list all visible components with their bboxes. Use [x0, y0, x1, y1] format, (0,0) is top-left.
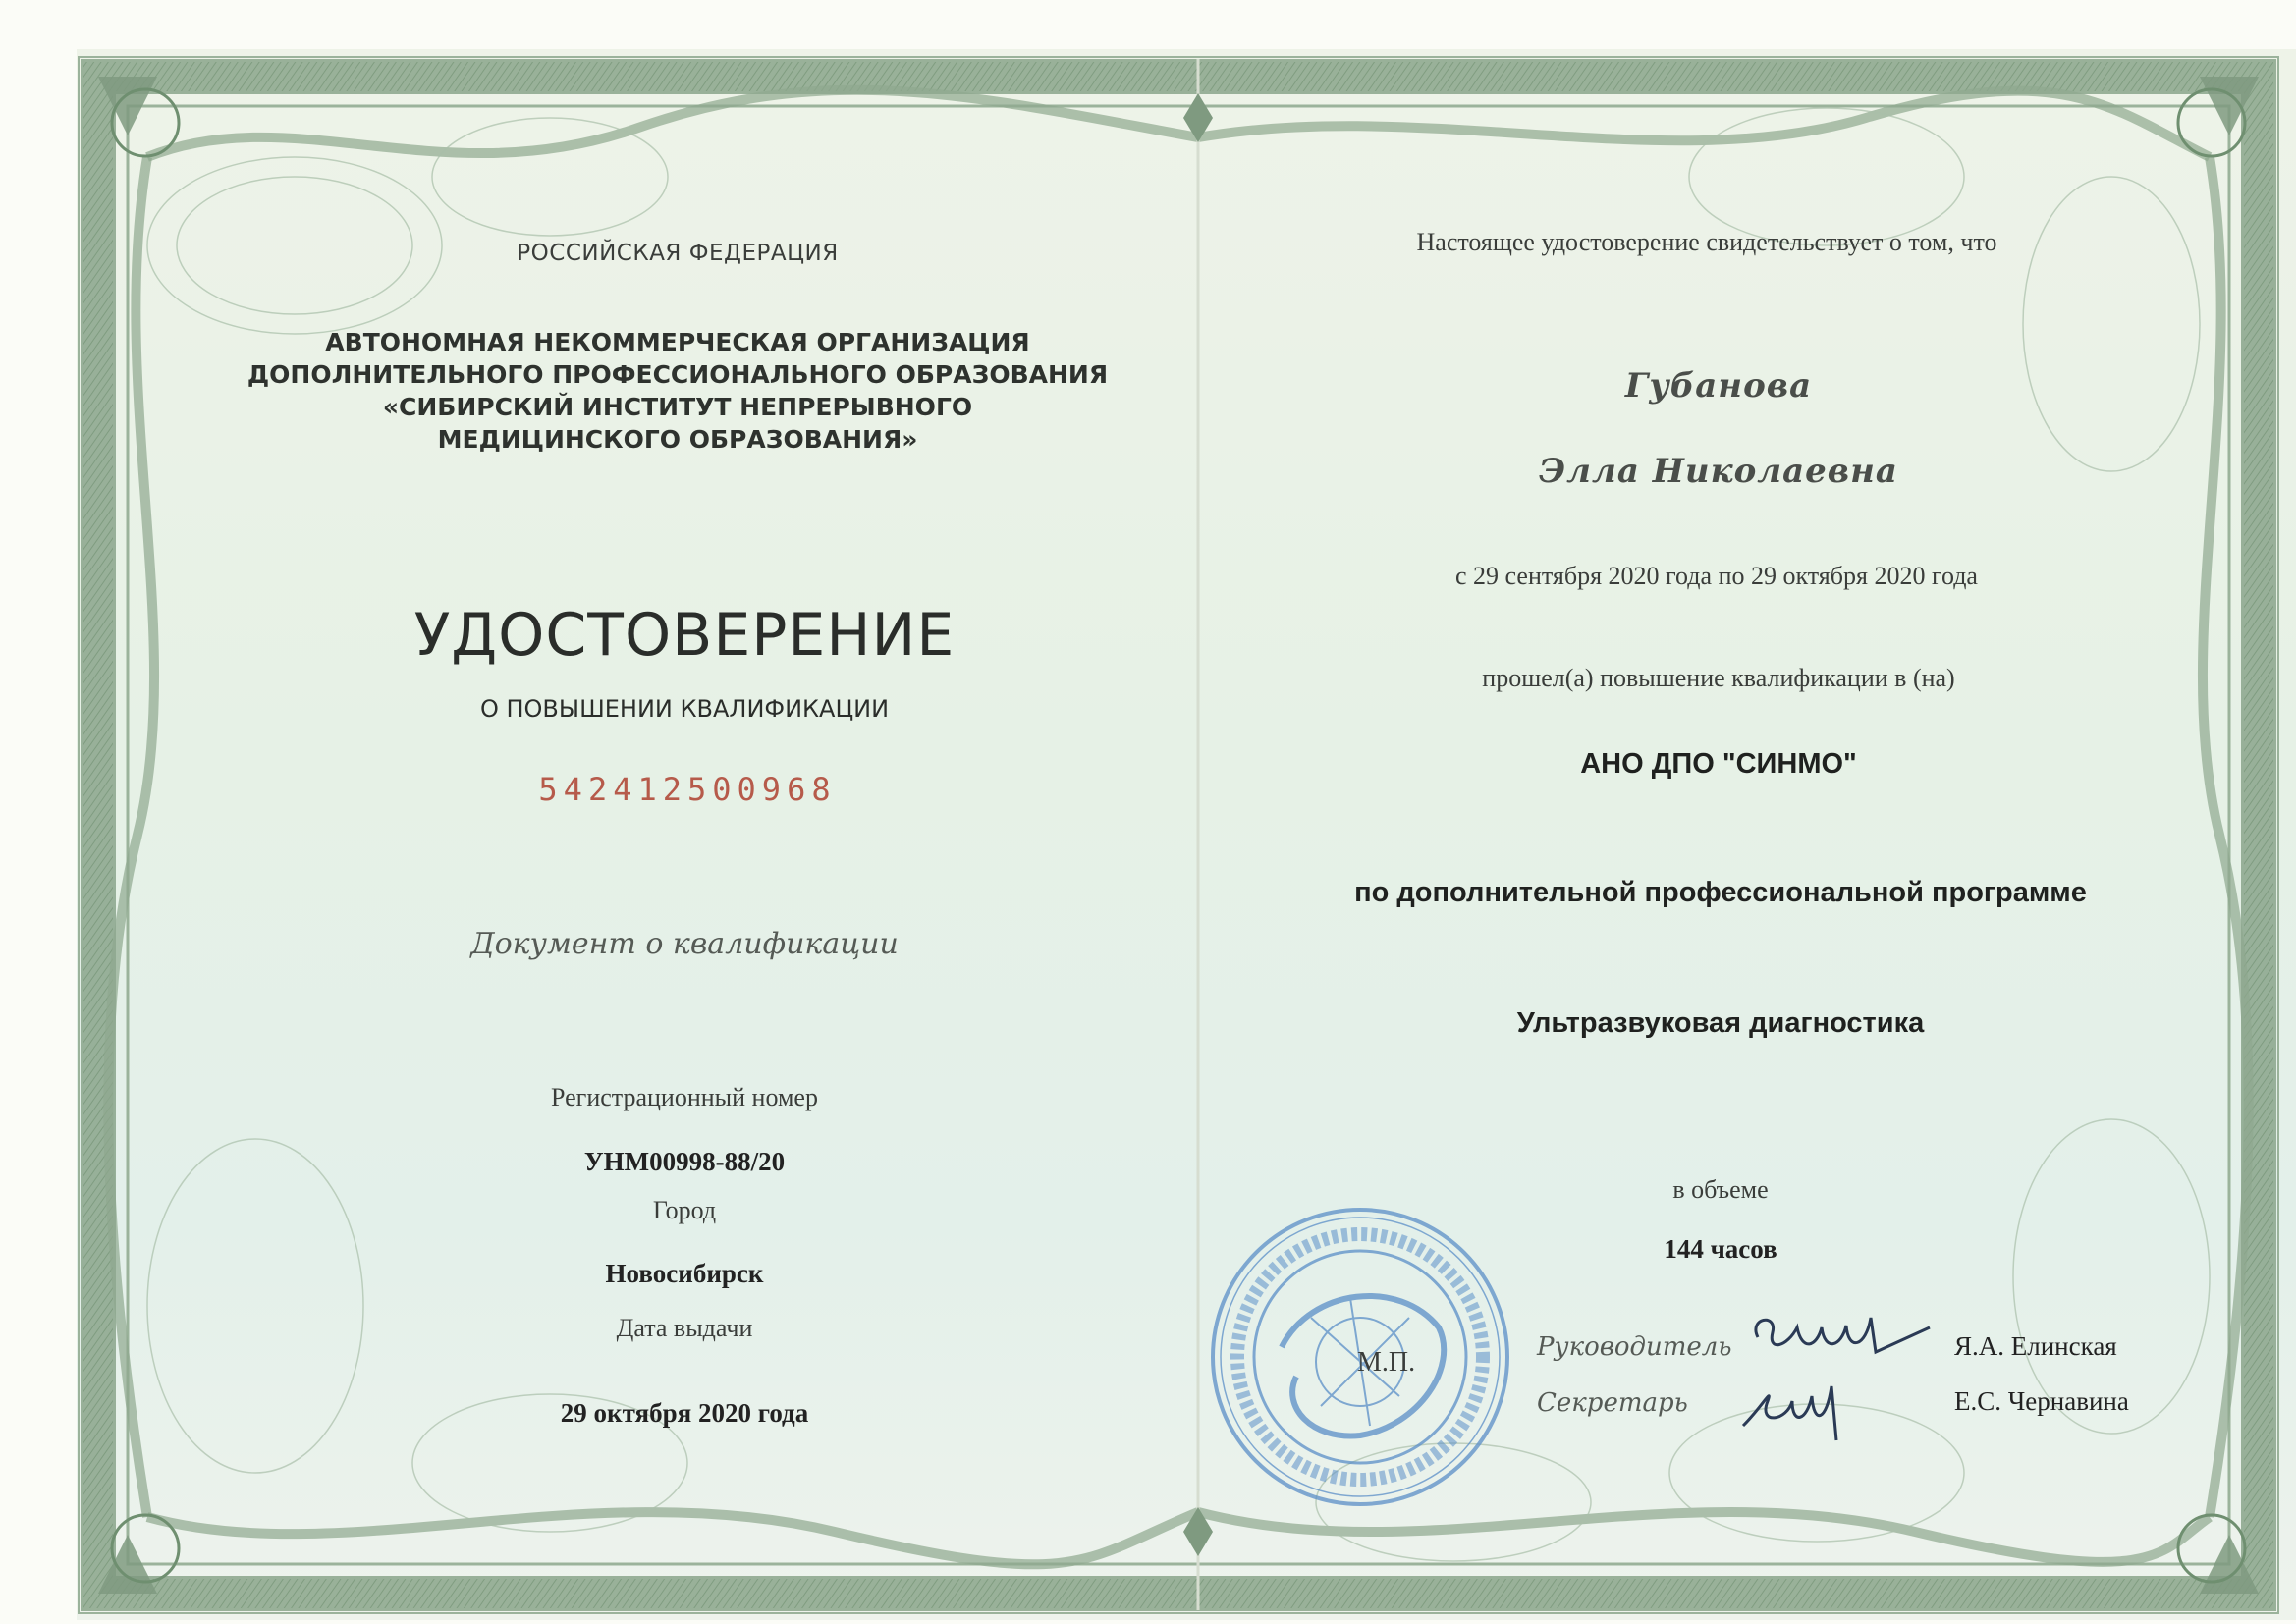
holder-surname: Губанова [1624, 366, 1813, 406]
program-name: Ультразвуковая диагностика [1516, 1007, 1925, 1039]
org-line: АВТОНОМНАЯ НЕКОММЕРЧЕСКАЯ ОРГАНИЗАЦИЯ [325, 328, 1030, 356]
registration-number: УНМ00998-88/20 [583, 1147, 786, 1176]
document-title: УДОСТОВЕРЕНИЕ [413, 601, 956, 670]
signer-name: Я.А. Елинская [1954, 1331, 2117, 1361]
signature-secretary [1733, 1367, 1871, 1445]
hours-value: 144 часов [1664, 1234, 1777, 1264]
blank-serial-number: 542412500968 [538, 771, 837, 808]
signer-name: Е.С. Чернавина [1954, 1386, 2129, 1416]
org-line: «СИБИРСКИЙ ИНСТИТУТ НЕПРЕРЫВНОГО [382, 393, 973, 421]
registration-label: Регистрационный номер [551, 1083, 818, 1111]
signer-role: Руководитель [1537, 1332, 1732, 1362]
program-label: по дополнительной профессиональной программе [1354, 877, 2087, 908]
city-value: Новосибирск [605, 1259, 764, 1288]
org-line: ДОПОЛНИТЕЛЬНОГО ПРОФЕССИОНАЛЬНОГО ОБРАЗОВАНИЯ [246, 360, 1109, 389]
country-label: РОССИЙСКАЯ ФЕДЕРАЦИЯ [517, 241, 839, 266]
volume-label: в объеме [1672, 1175, 1769, 1204]
document-subtitle: О ПОВЫШЕНИИ КВАЛИФИКАЦИИ [479, 695, 890, 723]
issue-date: 29 октября 2020 года [560, 1398, 809, 1428]
passed-text: прошел(а) повышение квалификации в (на) [1482, 664, 1955, 692]
document-type: Документ о квалификации [470, 927, 899, 961]
city-label: Город [652, 1196, 717, 1224]
seal-placeholder-label: М.П. [1357, 1347, 1416, 1378]
training-period: с 29 сентября 2020 года по 29 октября 2020 года [1455, 562, 1978, 590]
signer-role: Секретарь [1537, 1388, 1688, 1418]
issue-date-label: Дата выдачи [616, 1314, 753, 1342]
org-line: МЕДИЦИНСКОГО ОБРАЗОВАНИЯ» [437, 425, 918, 454]
intro-text: Настоящее удостоверение свидетельствует о том, что [1416, 228, 1997, 256]
institution-name: АНО ДПО "СИНМО" [1580, 748, 1857, 780]
signature-director [1738, 1298, 1935, 1367]
holder-given-names: Элла Николаевна [1539, 452, 1898, 491]
organization-name [247, 326, 1108, 456]
